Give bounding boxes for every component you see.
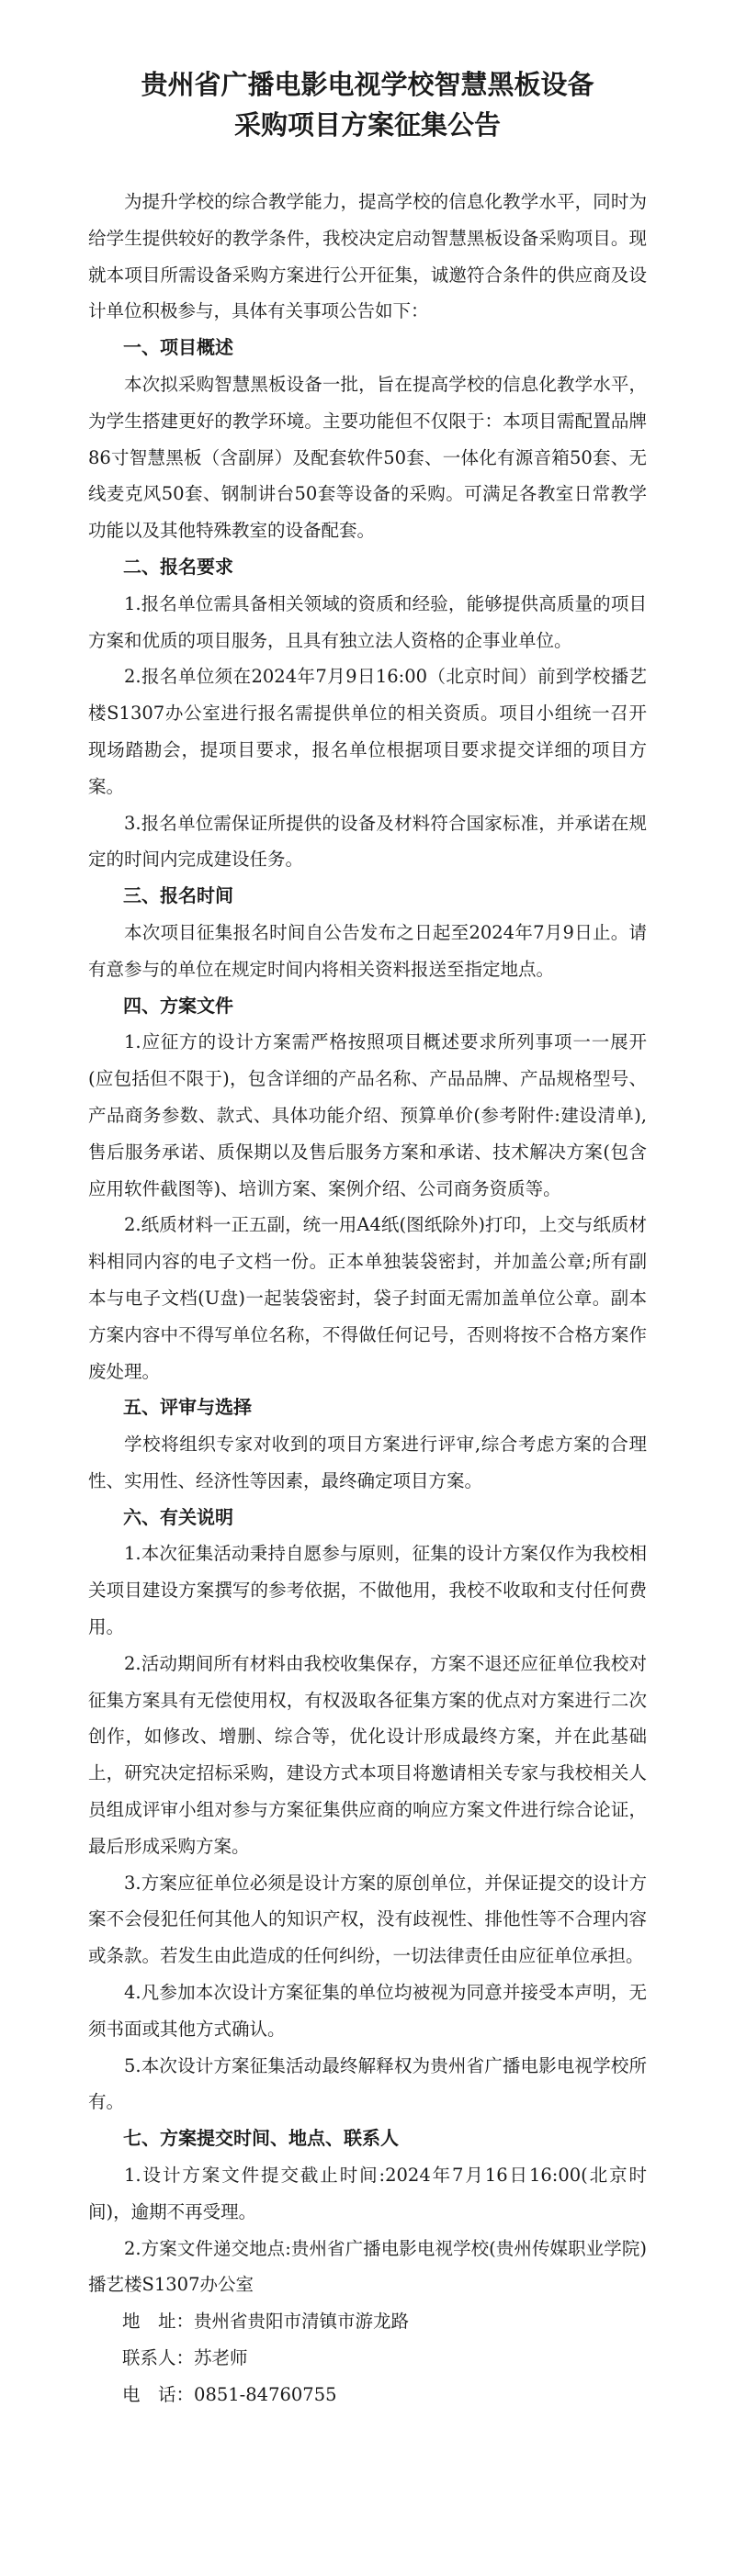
section-heading-submission: 七、方案提交时间、地点、联系人 (123, 2127, 399, 2150)
section-heading-registration-requirements: 二、报名要求 (123, 555, 233, 578)
notes-paragraph-5: 5.本次设计方案征集活动最终解释权为贵州省广播电影电视学校所有。 (88, 2054, 647, 2113)
contact-address: 地 址：贵州省贵阳市清镇市游龙路 (122, 2311, 410, 2333)
documents-paragraph-2: 2.纸质材料一正五副，统一用A4纸(图纸除外)打印，上交与纸质材料相同内容的电子文档一份。正本单独装袋密封，并加盖公章;所有副本与电子文档(U盘)一起装袋密封，袋子封面无需加盖单位公章。副本方案内容中不得写单位名称，不得做任何记号，否则将按不合格方案作废处理。 (88, 1214, 647, 1382)
intro-paragraph: 为提升学校的综合教学能力，提高学校的信息化教学水平，同时为给学生提供较好的教学条件，我校决定启动智慧黑板设备采购项目。现就本项目所需设备采购方案进行公开征集，诚邀符合条件的供应商及设计单位积极参与，具体有关事项公告如下： (88, 191, 647, 322)
notes-paragraph-4: 4.凡参加本次设计方案征集的单位均被视为同意并接受本声明，无须书面或其他方式确认。 (88, 1982, 647, 2040)
documents-paragraph-1: 1.应征方的设计方案需严格按照项目概述要求所列事项一一展开(应包括但不限于)，包含详细的产品名称、产品品牌、产品规格型号、产品商务参数、款式、具体功能介绍、预算单价(参考附件:建设清单),售后服务承诺、质保期以及售后服务方案和承诺、技术解决方案(包含应用软件截图等)、培训方案、案例介绍、公司商务资质等。 (88, 1031, 647, 1199)
announcement-body (88, 184, 647, 2413)
registration-time-paragraph: 本次项目征集报名时间自公告发布之日起至2024年7月9日止。请有意参与的单位在规定时间内将相关资料报送至指定地点。 (88, 921, 647, 980)
section-heading-registration-time: 三、报名时间 (123, 884, 233, 907)
submission-paragraph-2: 2.方案文件递交地点:贵州省广播电影电视学校(贵州传媒职业学院)播艺楼S1307办公室 (88, 2237, 647, 2296)
review-paragraph: 学校将组织专家对收到的项目方案进行评审,综合考虑方案的合理性、实用性、经济性等因素，最终确定项目方案。 (88, 1434, 647, 1491)
contact-phone: 电 话：0851-84760755 (122, 2383, 337, 2405)
requirement-paragraph-3: 3.报名单位需保证所提供的设备及材料符合国家标准，并承诺在规定的时间内完成建设任务。 (88, 812, 647, 871)
notes-paragraph-2: 2.活动期间所有材料由我校收集保存，方案不退还应征单位我校对征集方案具有无偿使用权，有权汲取各征集方案的优点对方案进行二次创作，如修改、增删、综合等，优化设计形成最终方案，并在此基础上，研究决定招标采购，建设方式本项目将邀请相关专家与我校相关人员组成评审小组对参与方案征集供应商的响应方案文件进行综合论证，最后形成采购方案。 (88, 1652, 647, 1857)
title-line-2: 采购项目方案征集公告 (233, 109, 501, 141)
page-title (88, 64, 647, 145)
notes-paragraph-1: 1.本次征集活动秉持自愿参与原则，征集的设计方案仅作为我校相关项目建设方案撰写的参考依据，不做他用，我校不收取和支付任何费用。 (88, 1543, 647, 1638)
section-heading-proposal-documents: 四、方案文件 (123, 994, 233, 1017)
section-heading-notes: 六、有关说明 (123, 1505, 233, 1528)
section-heading-overview: 一、项目概述 (123, 336, 233, 359)
contact-person: 联系人：苏老师 (122, 2347, 248, 2369)
section-heading-review: 五、评审与选择 (123, 1396, 252, 1419)
title-line-1: 贵州省广播电影电视学校智慧黑板设备 (141, 69, 594, 100)
requirement-paragraph-1: 1.报名单位需具备相关领域的资质和经验，能够提供高质量的项目方案和优质的项目服务，且具有独立法人资格的企事业单位。 (88, 592, 647, 651)
notes-paragraph-3: 3.方案应征单位必须是设计方案的原创单位，并保证提交的设计方案不会侵犯任何其他人的知识产权，没有歧视性、排他性等不合理内容或条款。若发生由此造成的任何纠纷，一切法律责任由应征单位承担。 (88, 1872, 647, 1967)
overview-paragraph: 本次拟采购智慧黑板设备一批，旨在提高学校的信息化教学水平，为学生搭建更好的教学环境。主要功能但不仅限于：本项目需配置品牌86寸智慧黑板（含副屏）及配套软件50套、一体化有源音箱50套、无线麦克风50套、钢制讲台50套等设备的采购。可满足各教室日常教学功能以及其他特殊教室的设备配套。 (88, 373, 647, 542)
requirement-paragraph-2: 2.报名单位须在2024年7月9日16:00（北京时间）前到学校播艺楼S1307办公室进行报名需提供单位的相关资质。项目小组统一召开现场踏勘会，提项目要求，报名单位根据项目要求提交详细的项目方案。 (88, 666, 647, 797)
submission-paragraph-1: 1.设计方案文件提交截止时间:2024年7月16日16:00(北京时间)，逾期不再受理。 (88, 2165, 647, 2222)
